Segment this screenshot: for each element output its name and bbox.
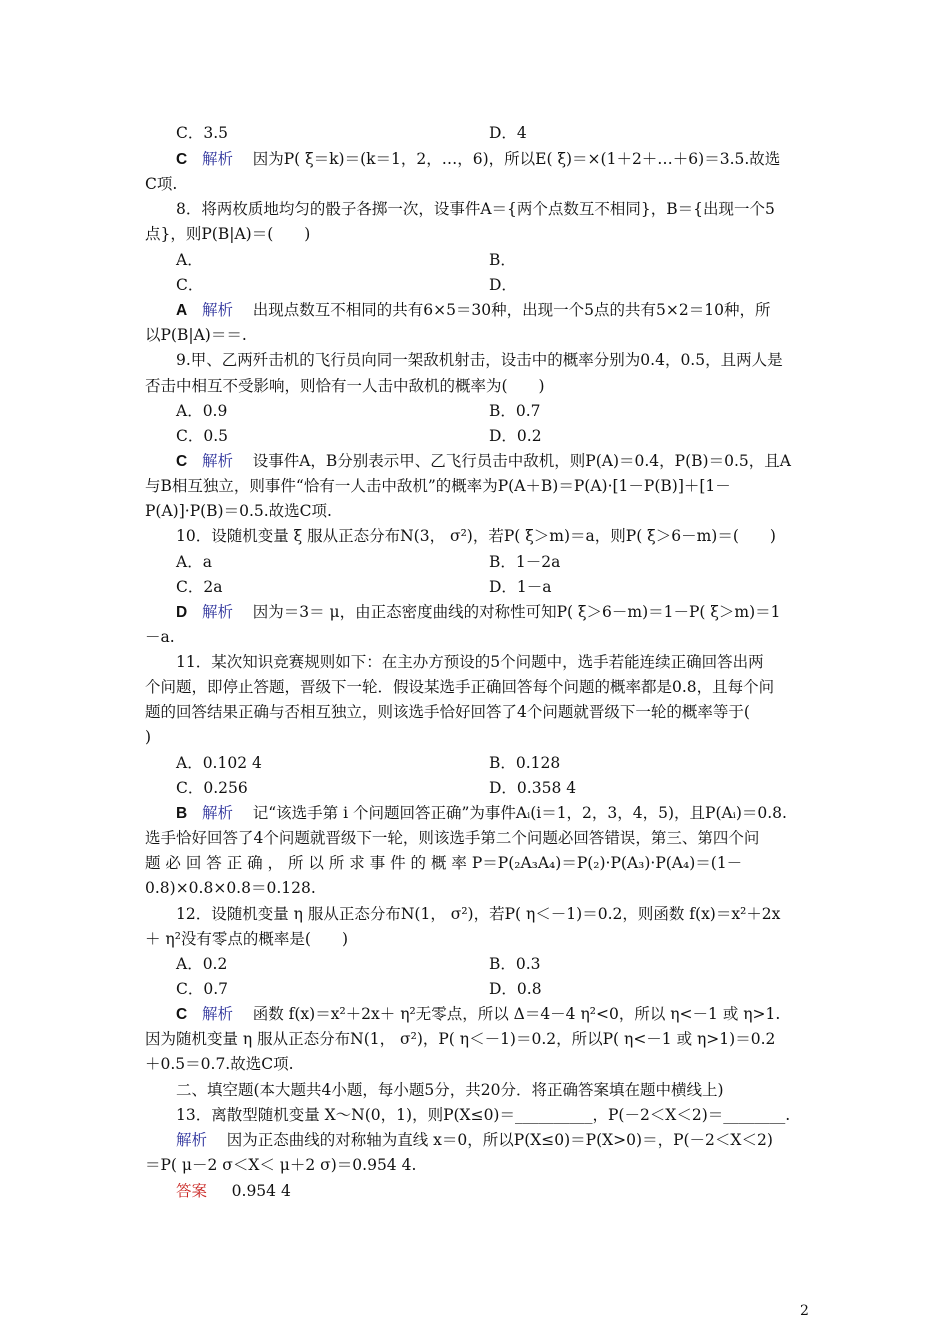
q12-solution-line3: ＋0.5＝0.7.故选C项. bbox=[145, 1055, 294, 1073]
solution-text: 出现点数互不相同的共有6×5＝30种，出现一个5点的共有5×2＝10种，所 bbox=[252, 301, 771, 319]
analysis-label: 解析 bbox=[201, 804, 233, 822]
solution-text: 因为正态曲线的对称轴为直线 x＝0，所以P(X≤0)＝P(X>0)＝，P(－2＜X＜2) bbox=[226, 1131, 773, 1149]
q11-option-d: D．0.358 4 bbox=[489, 779, 577, 797]
q10-stem-line1: 10．设随机变量 ξ 服从正态分布N(3， σ²)，若P( ξ＞m)＝a，则P( ξ＞6－m)＝( ) bbox=[176, 527, 776, 545]
q9-stem-line1: 9.甲、乙两歼击机的飞行员向同一架敌机射击，设击中的概率分别为0.4，0.5，且两人是 bbox=[176, 351, 783, 369]
analysis-label: 解析 bbox=[176, 1131, 208, 1149]
q9-option-a: A．0.9 bbox=[176, 402, 228, 420]
q9-option-b: B．0.7 bbox=[489, 402, 541, 420]
q12-solution-line2: 因为随机变量 η 服从正态分布N(1， σ²)，P( η＜－1)＝0.2，所以P( η<－1 或 η>1)＝0.2 bbox=[145, 1030, 776, 1048]
section-heading: 二、填空题(本大题共4小题，每小题5分，共20分．将正确答案填在题中横线上) bbox=[176, 1081, 724, 1099]
q7-option-d: D．4 bbox=[489, 124, 527, 142]
analysis-label: 解析 bbox=[201, 150, 233, 168]
analysis-label: 解析 bbox=[201, 452, 233, 470]
q11-solution-line1 bbox=[176, 803, 787, 824]
q11-stem-line4: ) bbox=[145, 728, 152, 746]
q7-option-c: C．3.5 bbox=[176, 124, 229, 142]
q12-stem-line1: 12．设随机变量 η 服从正态分布N(1， σ²)，若P( η＜－1)＝0.2，则函数 f(x)＝x²＋2x bbox=[176, 905, 781, 923]
q12-option-d: D．0.8 bbox=[489, 980, 542, 998]
answer-value: 0.954 4 bbox=[231, 1182, 291, 1200]
solution-text: 因为P( ξ＝k)＝(k＝1，2，…，6)，所以E( ξ)＝×(1＋2＋…＋6)＝3.5.故选 bbox=[252, 150, 781, 168]
q10-option-c: C．2a bbox=[176, 578, 223, 596]
q12-solution-line1 bbox=[176, 1004, 780, 1025]
analysis-label: 解析 bbox=[201, 1005, 233, 1023]
answer-letter: C bbox=[176, 151, 188, 168]
q9-option-d: D．0.2 bbox=[489, 427, 542, 445]
q10-option-d: D．1－a bbox=[489, 578, 552, 596]
q12-option-b: B．0.3 bbox=[489, 955, 541, 973]
q9-stem-line2: 否击中相互不受影响，则恰有一人击中敌机的概率为( ) bbox=[145, 377, 545, 395]
answer-label: 答案 bbox=[176, 1182, 208, 1200]
answer-letter: A bbox=[176, 302, 188, 319]
q11-option-a: A．0.102 4 bbox=[176, 754, 262, 772]
q8-solution-line2: 以P(B|A)＝＝. bbox=[145, 326, 247, 344]
analysis-label: 解析 bbox=[201, 301, 233, 319]
q13-solution-line2: ＝P( μ－2 σ＜X＜ μ＋2 σ)＝0.954 4. bbox=[145, 1156, 417, 1174]
q9-solution-line2: 与B相互独立，则事件“恰有一人击中敌机”的概率为P(A＋B)＝P(A)·[1－P(B)]＋[1－ bbox=[145, 477, 731, 495]
page-number: 2 bbox=[800, 1303, 809, 1319]
solution-text: 设事件A，B分别表示甲、乙飞行员击中敌机，则P(A)＝0.4，P(B)＝0.5，且A bbox=[252, 452, 791, 470]
q13-solution-line1 bbox=[176, 1130, 773, 1150]
q8-option-d: D． bbox=[489, 276, 517, 294]
q7-solution-line2: C项. bbox=[145, 175, 178, 193]
q12-option-a: A．0.2 bbox=[176, 955, 228, 973]
q10-solution-line2: －a. bbox=[145, 628, 175, 646]
answer-letter: C bbox=[176, 1006, 188, 1023]
q9-solution-line3: P(A)]·P(B)＝0.5.故选C项. bbox=[145, 502, 332, 520]
q9-option-c: C．0.5 bbox=[176, 427, 229, 445]
q11-solution-line2: 选手恰好回答了4个问题就晋级下一轮，则该选手第二个问题必回答错误，第三、第四个问 bbox=[145, 829, 760, 847]
q11-stem-line2: 个问题，即停止答题，晋级下一轮．假设某选手正确回答每个问题的概率都是0.8，且每个问 bbox=[145, 678, 775, 696]
q11-stem-line3: 题的回答结果正确与否相互独立，则该选手恰好回答了4个问题就晋级下一轮的概率等于( bbox=[145, 703, 750, 721]
answer-letter: B bbox=[176, 805, 188, 822]
q10-option-a: A．a bbox=[176, 553, 212, 571]
solution-text: 函数 f(x)＝x²＋2x＋ η²无零点，所以 Δ＝4－4 η²<0，所以 η<－1 或 η>1. bbox=[252, 1005, 781, 1023]
analysis-label: 解析 bbox=[201, 603, 233, 621]
q10-option-b: B．1－2a bbox=[489, 553, 561, 571]
q11-option-c: C．0.256 bbox=[176, 779, 248, 797]
q10-solution-line1 bbox=[176, 602, 781, 623]
solution-text: 记“该选手第 i 个问题回答正确”为事件Aᵢ(i＝1，2，3，4，5)，且P(Aᵢ)＝0.8. bbox=[252, 804, 787, 822]
q12-stem-line2: ＋ η²没有零点的概率是( ) bbox=[145, 930, 349, 948]
q8-stem-line2: 点}，则P(B|A)＝( ) bbox=[145, 225, 311, 243]
q13-stem-line1: 13．离散型随机变量 X～N(0，1)，则P(X≤0)＝__________，P(－2＜X＜2)＝________. bbox=[176, 1106, 791, 1124]
answer-letter: D bbox=[176, 604, 188, 621]
q11-option-b: B．0.128 bbox=[489, 754, 561, 772]
q8-option-a: A． bbox=[176, 251, 203, 269]
answer-letter: C bbox=[176, 453, 188, 470]
q8-solution-line1 bbox=[176, 300, 770, 321]
q11-solution-line4: 0.8)×0.8×0.8＝0.128. bbox=[145, 879, 316, 897]
q8-option-c: C． bbox=[176, 276, 204, 294]
q11-stem-line1: 11．某次知识竞赛规则如下：在主办方预设的5个问题中，选手若能连续正确回答出两 bbox=[176, 653, 764, 671]
q11-solution-line3: 题 必 回 答 正 确 ， 所 以 所 求 事 件 的 概 率 P＝P(₂A₃A₄)＝P(₂)·P(A₃)·P(A₄)＝(1－ bbox=[145, 854, 743, 872]
q13-answer-line bbox=[176, 1181, 291, 1201]
solution-text: 因为＝3＝ μ，由正态密度曲线的对称性可知P( ξ＞6－m)＝1－P( ξ＞m)＝1 bbox=[252, 603, 781, 621]
q8-option-b: B． bbox=[489, 251, 516, 269]
q8-stem-line1: 8．将两枚质地均匀的骰子各掷一次，设事件A＝{两个点数互不相同}，B＝{出现一个5 bbox=[176, 200, 775, 218]
q9-solution-line1 bbox=[176, 451, 791, 472]
q12-option-c: C．0.7 bbox=[176, 980, 229, 998]
q7-solution-line1 bbox=[176, 149, 780, 170]
